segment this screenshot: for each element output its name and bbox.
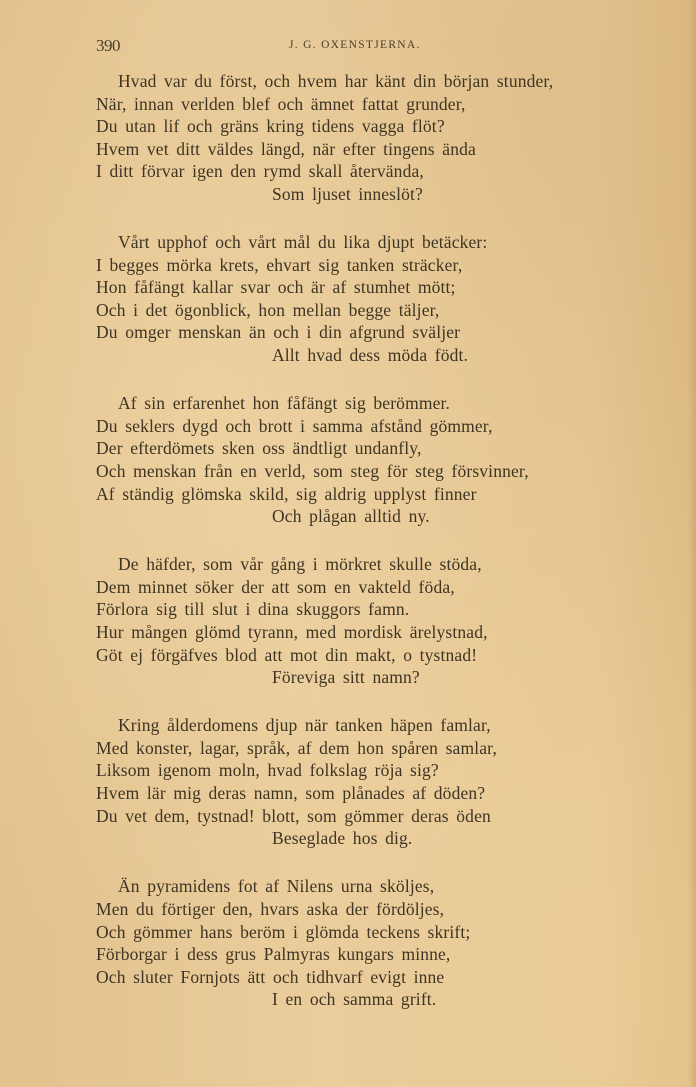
stanza-3 bbox=[96, 392, 666, 528]
poem-line: Kring ålderdomens djup när tanken häpen famlar, bbox=[118, 715, 491, 736]
poem-line: Men du förtiger den, hvars aska der fördöljes, bbox=[96, 898, 445, 919]
poem-line: Du utan lif och gräns kring tidens vagga flöt? bbox=[96, 116, 445, 137]
poem-line: Förborgar i dess grus Palmyras kungars minne, bbox=[96, 944, 451, 965]
poem-line: Och i det ögonblick, hon mellan begge täljer, bbox=[96, 299, 440, 320]
poem-line: Och menskan från en verld, som steg för steg försvinner, bbox=[96, 460, 529, 481]
poem-line: Hvem lär mig deras namn, som plånades af döden? bbox=[96, 783, 486, 804]
poem-line: Du omger menskan än och i din afgrund sväljer bbox=[96, 322, 461, 343]
page-edge-shadow bbox=[688, 0, 696, 1087]
stanza-6 bbox=[96, 875, 666, 1011]
poem-refrain-line: Föreviga sitt namn? bbox=[272, 667, 420, 688]
poem-line: Hvad var du först, och hvem har känt din början stunder, bbox=[118, 71, 554, 91]
poem-line: Du vet dem, tystnad! blott, som gömmer deras öden bbox=[96, 805, 491, 826]
poem-refrain-line: Beseglade hos dig. bbox=[272, 828, 413, 849]
poem-line: Hur mången glömd tyrann, med mordisk ärelystnad, bbox=[96, 621, 488, 642]
stanza-5 bbox=[96, 714, 666, 850]
page-number: 390 bbox=[96, 36, 120, 55]
stanza-4 bbox=[96, 553, 666, 689]
poem-refrain-line: Allt hvad dess möda födt. bbox=[272, 345, 469, 366]
poem-line: Göt ej förgäfves blod att mot din makt, o tystnad! bbox=[96, 644, 478, 665]
poem-line: De häfder, som vår gång i mörkret skulle stöda, bbox=[118, 554, 482, 575]
poem-refrain-line: Och plågan alltid ny. bbox=[272, 506, 430, 527]
poem-line: I ditt förvar igen den rymd skall återvända, bbox=[96, 161, 424, 182]
stanza-2 bbox=[96, 231, 666, 367]
poem-line: Der efterdömets sken oss ändtligt undanfly, bbox=[96, 438, 422, 459]
running-header bbox=[96, 36, 576, 56]
poem-line: Förlora sig till slut i dina skuggors famn. bbox=[96, 599, 410, 620]
poem-body bbox=[96, 70, 666, 1036]
poem-line: När, innan verlden blef och ämnet fattat grunder, bbox=[96, 93, 466, 114]
poem-line: Vårt upphof och vårt mål du lika djupt betäcker: bbox=[118, 232, 488, 253]
poem-line: Af sin erfarenhet hon fåfängt sig berömmer. bbox=[118, 393, 451, 414]
poem-line: Hon fåfängt kallar svar och är af stumhet mött; bbox=[96, 277, 456, 298]
poem-line: Dem minnet söker der att som en vakteld föda, bbox=[96, 576, 455, 597]
poem-line: Än pyramidens fot af Nilens urna sköljes, bbox=[118, 876, 435, 897]
poem-line: Med konster, lagar, språk, af dem hon spåren samlar, bbox=[96, 737, 497, 758]
poem-line: Och sluter Fornjots ätt och tidhvarf evigt inne bbox=[96, 966, 445, 987]
running-title: J. G. OXENSTJERNA. bbox=[289, 39, 421, 51]
stanza-1 bbox=[96, 70, 666, 206]
poem-refrain-line: Som ljuset inneslöt? bbox=[272, 183, 423, 204]
poem-line: Liksom igenom moln, hvad folkslag röja sig? bbox=[96, 760, 439, 781]
poem-line: Hvem vet ditt väldes längd, när efter tingens ända bbox=[96, 138, 476, 159]
poem-line: Du seklers dygd och brott i samma afstånd gömmer, bbox=[96, 415, 493, 436]
poem-line: Och gömmer hans beröm i glömda teckens skrift; bbox=[96, 921, 471, 942]
poem-line: Af ständig glömska skild, sig aldrig upplyst finner bbox=[96, 483, 477, 504]
poem-refrain-line: I en och samma grift. bbox=[272, 989, 437, 1010]
poem-line: I begges mörka krets, ehvart sig tanken sträcker, bbox=[96, 254, 463, 275]
